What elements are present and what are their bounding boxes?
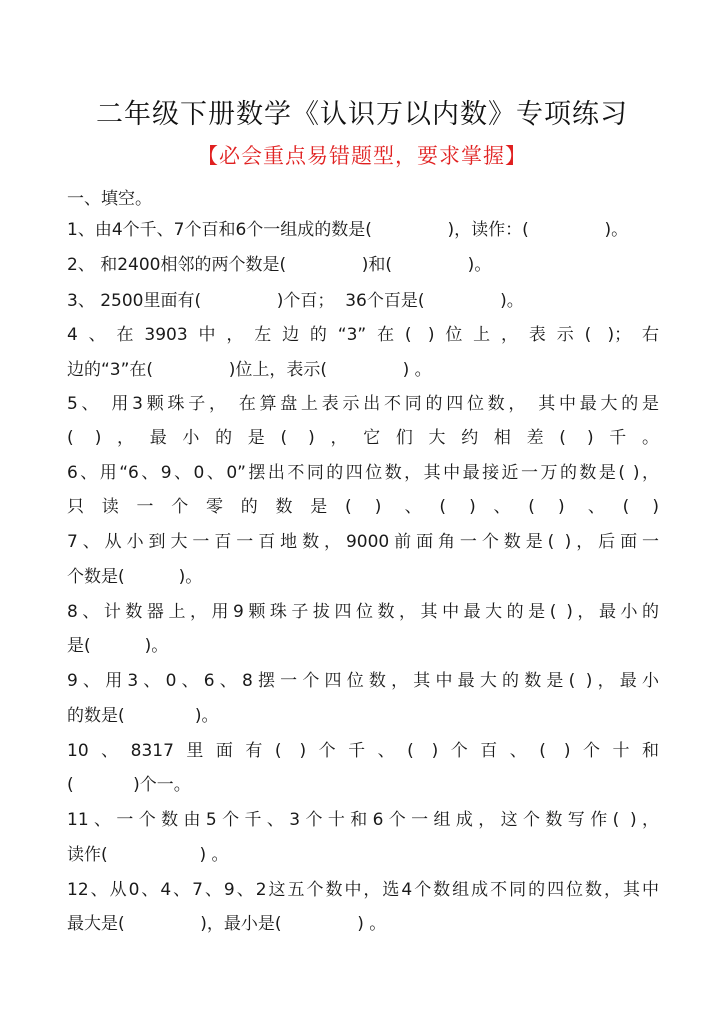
question-line: 8、计数器上，用9颗珠子拔四位数，其中最大的是( )，最小的	[67, 602, 659, 622]
question-line: 10、8317里面有( )个千、( )个百、( )个十和	[67, 741, 659, 761]
question-line: 3、 2500里面有( )个百； 36个百是( )。	[67, 291, 524, 311]
question-line: 只读一个零的数是( ) 、( )、( ) 、( )	[67, 497, 659, 517]
question-line: 6、用“6、9、0、0”摆出不同的四位数，其中最接近一万的数是( )，	[67, 463, 659, 483]
question-line: 11、一个数由5个千、3个十和6个一组成，这个数写作( )，	[67, 810, 659, 830]
question-line: 是( )。	[67, 636, 169, 656]
question-line: 7、从小到大一百一百地数，9000前面角一个数是( )，后面一	[67, 532, 659, 552]
question-line: 4、在3903中，左边的“3”在( )位上，表示( )；右	[67, 325, 659, 345]
question-line: 读作( ) 。	[67, 845, 229, 865]
question-line: 5、 用3颗珠子， 在算盘上表示出不同的四位数， 其中最大的是	[67, 394, 659, 414]
page-subtitle: 【必会重点易错题型，要求掌握】	[197, 144, 527, 168]
question-line: 最大是( )，最小是( ) 。	[67, 914, 387, 934]
question-line: 2、 和2400相邻的两个数是( )和( )。	[67, 255, 492, 275]
question-line: 边的“3”在( )位上，表示( ) 。	[67, 360, 432, 380]
question-line: ( )，最小的是( )，它们大约相差( )千。	[67, 428, 659, 448]
question-line: 12、从0、4、7、9、2这五个数中，选4个数组成不同的四位数，其中	[67, 880, 659, 900]
page-title: 二年级下册数学《认识万以内数》专项练习	[96, 99, 628, 130]
question-line: 的数是( )。	[67, 706, 219, 726]
section-heading: 一、填空。	[67, 189, 152, 209]
question-line: 1、由4个千、7个百和6个一组成的数是( )，读作：( )。	[67, 220, 629, 240]
question-line: ( )个一。	[67, 775, 191, 795]
question-line: 9、用3、0、6、8摆一个四位数，其中最大的数是( )，最小	[67, 671, 659, 691]
question-line: 个数是( )。	[67, 567, 203, 587]
